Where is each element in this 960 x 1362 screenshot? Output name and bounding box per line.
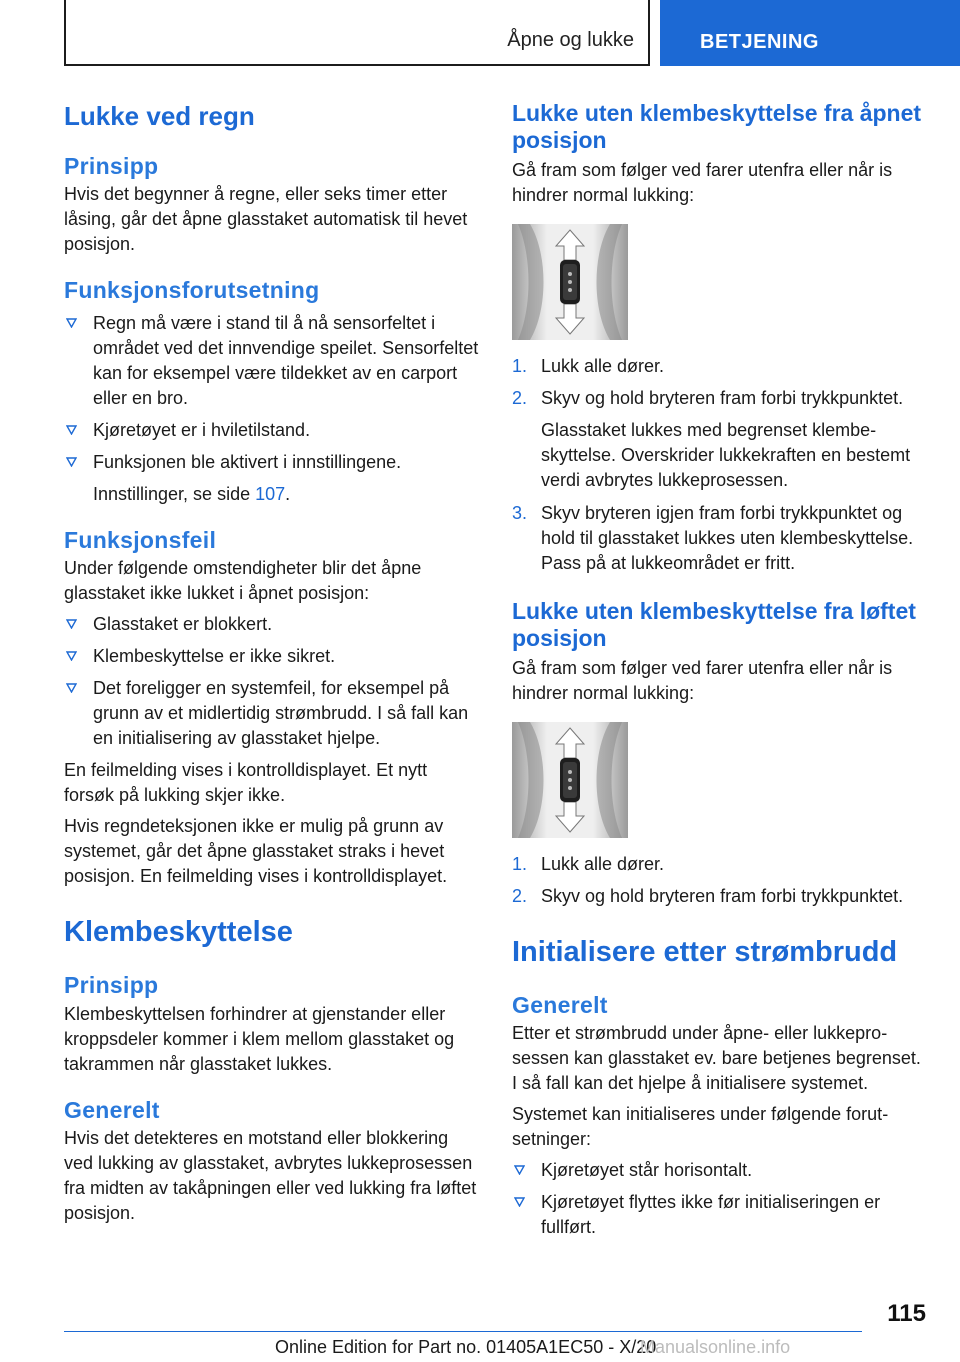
list-item: Glasstaket er blokkert. — [64, 612, 480, 637]
chapter-tab-label: BETJENING — [700, 31, 819, 53]
paragraph-init-general: Etter et strømbrudd under åpne- eller lukkeprosessen kan glasstaket ev. bare betjenes begrenset. I så fall kan det hjelpe å initialisere systemet. — [512, 1023, 921, 1094]
paragraph-pinch-general: Hvis det detekteres en motstand eller blokkering ved lukking av glasstaket, avbrytes lukkeprosessen fra midten av takåpningen eller ved lukking fra løftet posisjon. — [64, 1128, 477, 1224]
switch-illustration — [512, 722, 628, 838]
list-item: 1. Lukk alle dører. — [512, 854, 665, 874]
close-tilted-steps — [512, 852, 928, 909]
list-item: 2. Skyv og hold bryteren fram forbi trykkpunktet. — [512, 388, 904, 408]
close-open-steps — [512, 354, 928, 411]
chapter-tab[interactable] — [660, 0, 960, 66]
watermark: Manualsonline.info — [640, 1337, 791, 1357]
paragraph-error-intro: Under følgende omstendigheter blir det åpne glasstaket ikke lukket i åpnet posisjon: — [64, 558, 422, 604]
page-link[interactable]: 107 — [255, 483, 286, 504]
subheading-close-tilted: Lukke uten klembeskyttelse fra løftet posisjon — [512, 598, 916, 651]
list-item: Kjøretøyet er i hviletilstand. — [64, 418, 480, 443]
list-item: Det foreligger en systemfeil, for eksempel på grunn av et midlertidig strømbrudd. I så fall kan en initialisering av glasstaket hjelpe. — [64, 676, 480, 751]
list-item: 3. Skyv bryteren igjen fram forbi trykkpunktet og hold til glasstaket lukkes uten klembeskyttelse. Pass på at lukkeområdet er fritt. — [512, 503, 914, 573]
bullet-triangle-icon — [66, 457, 77, 467]
section-heading-pinch: Klembeskyttelse — [64, 916, 293, 949]
section-heading-rain: Lukke ved regn — [64, 101, 255, 131]
list-item: 2. Skyv og hold bryteren fram forbi trykkpunktet. — [512, 886, 904, 906]
section-title: Åpne og lukke — [507, 29, 634, 51]
list-item: Klembeskyttelse er ikke sikret. — [64, 644, 480, 669]
bullet-triangle-icon — [514, 1165, 525, 1175]
subheading-init-general: Generelt — [512, 991, 608, 1018]
paragraph-rain-detection: Hvis regndeteksjonen ikke er mulig på grunn av systemet, går det åpne glasstaket straks i hevet posisjon. En feilmelding vises i kontrolldisplayet. — [64, 816, 448, 887]
bullet-triangle-icon — [66, 619, 77, 629]
error-list — [64, 612, 480, 751]
header-box — [64, 0, 650, 66]
edition-text: Online Edition for Part no. 01405A1EC50 - X/20 — [275, 1337, 657, 1357]
subheading-principle: Prinsipp — [64, 152, 159, 179]
list-item: Kjøretøyet står horisontalt. — [512, 1158, 928, 1183]
subheading-error: Funksjonsfeil — [64, 526, 217, 553]
subheading-requirements: Funksjonsforutsetning — [64, 277, 320, 304]
settings-note: Innstillinger, se side 107. — [93, 483, 291, 504]
bullet-triangle-icon — [514, 1197, 525, 1207]
section-heading-init: Initialisere etter strømbrudd — [512, 936, 898, 968]
subheading-close-open: Lukke uten klembeskyttelse fra åpnet posisjon — [512, 100, 922, 153]
paragraph-init-conditions: Systemet kan initialiseres under følgende forutsetninger: — [512, 1104, 889, 1150]
requirements-list — [64, 311, 480, 475]
switch-illustration — [512, 224, 628, 340]
page-number: 115 — [887, 1300, 926, 1327]
list-item: Kjøretøyet flyttes ikke før initialiseringen er fullført. — [512, 1190, 928, 1240]
list-item: Regn må være i stand til å nå sensorfeltet i området ved det innvendige speilet. Sensorfeltet kan for eksempel være tildekket av en carport eller en bro. — [64, 311, 480, 411]
paragraph-principle: Hvis det begynner å regne, eller seks timer etter låsing, går det åpne glasstaket automatisk til hevet posisjon. — [64, 184, 468, 255]
paragraph-close-open-intro: Gå fram som følger ved farer utenfra eller når is hindrer normal lukking: — [512, 160, 893, 205]
step-note: Glasstaket lukkes med begrenset klembeskyttelse. Overskrider lukkekraften en bestemt verdi avbrytes lukkeprosessen. — [541, 420, 911, 490]
paragraph-error-message: En feilmelding vises i kontrolldisplayet. Et nytt forsøk på lukking skjer ikke. — [64, 760, 428, 806]
close-open-steps-cont — [512, 501, 928, 576]
bullet-triangle-icon — [66, 651, 77, 661]
list-item: 1. Lukk alle dører. — [512, 356, 665, 376]
init-conditions-list — [512, 1158, 928, 1240]
right-column — [512, 100, 928, 1247]
bullet-triangle-icon — [66, 683, 77, 693]
list-item: Funksjonen ble aktivert i innstillingene. — [64, 450, 480, 475]
subheading-pinch-general: Generelt — [64, 1096, 160, 1123]
left-column — [64, 100, 480, 1232]
bullet-triangle-icon — [66, 318, 77, 328]
subheading-pinch-principle: Prinsipp — [64, 972, 159, 999]
paragraph-close-tilted-intro: Gå fram som følger ved farer utenfra eller når is hindrer normal lukking: — [512, 658, 893, 703]
footer-divider — [64, 1331, 862, 1332]
bullet-triangle-icon — [66, 425, 77, 435]
paragraph-pinch-principle: Klembeskyttelsen forhindrer at gjenstander eller kroppsdeler kommer i klem mellom glasstaket og takrammen når glasstaket lukkes. — [64, 1003, 455, 1074]
